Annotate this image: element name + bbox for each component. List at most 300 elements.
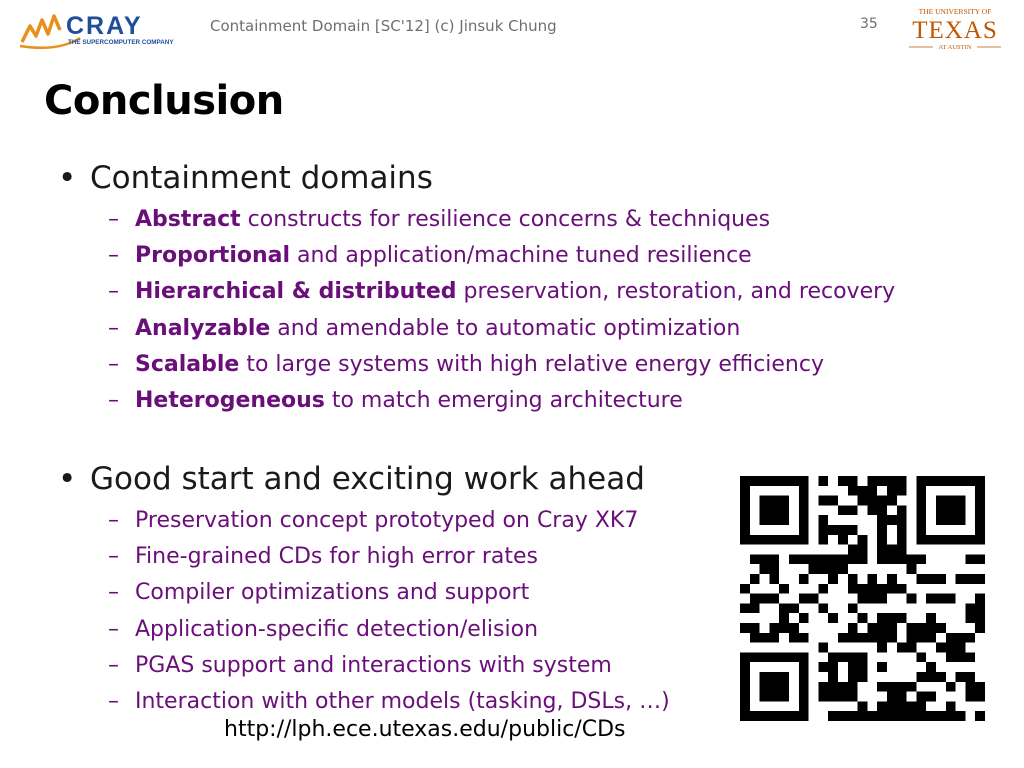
qr-module bbox=[789, 652, 799, 662]
qr-module bbox=[838, 633, 848, 643]
qr-module bbox=[877, 613, 887, 623]
qr-module bbox=[779, 682, 789, 692]
qr-module bbox=[779, 623, 789, 633]
sub-bullet-text bbox=[135, 617, 538, 642]
qr-module bbox=[799, 574, 809, 584]
slide-title: Conclusion bbox=[44, 78, 284, 124]
sub-bullet-keyword: Analyzable bbox=[135, 315, 271, 341]
qr-module bbox=[975, 603, 985, 613]
qr-module bbox=[975, 594, 985, 604]
qr-module bbox=[848, 476, 858, 486]
qr-module bbox=[877, 545, 887, 555]
qr-module bbox=[916, 496, 926, 506]
qr-module bbox=[897, 554, 907, 564]
qr-module bbox=[858, 701, 868, 711]
qr-module bbox=[740, 515, 750, 525]
qr-module bbox=[769, 633, 779, 643]
qr-module bbox=[926, 476, 936, 486]
qr-module bbox=[926, 623, 936, 633]
qr-module bbox=[975, 574, 985, 584]
qr-module bbox=[848, 603, 858, 613]
qr-module bbox=[750, 594, 760, 604]
qr-module bbox=[779, 603, 789, 613]
qr-module bbox=[799, 662, 809, 672]
qr-module bbox=[750, 652, 760, 662]
qr-module bbox=[907, 564, 917, 574]
qr-module bbox=[956, 476, 966, 486]
qr-module bbox=[750, 535, 760, 545]
qr-module bbox=[897, 682, 907, 692]
qr-module bbox=[799, 496, 809, 506]
sub-bullet-rest: preservation, restoration, and recovery bbox=[456, 279, 896, 305]
qr-module bbox=[799, 613, 809, 623]
qr-module bbox=[769, 535, 779, 545]
qr-module bbox=[769, 564, 779, 574]
qr-module bbox=[965, 652, 975, 662]
qr-module bbox=[750, 633, 760, 643]
qr-module bbox=[799, 692, 809, 702]
qr-module bbox=[838, 505, 848, 515]
qr-module bbox=[946, 701, 956, 711]
qr-module bbox=[818, 476, 828, 486]
qr-module bbox=[799, 633, 809, 643]
ut-logo-line1: THE UNIVERSITY OF bbox=[918, 7, 992, 16]
qr-module bbox=[887, 554, 897, 564]
qr-module bbox=[965, 633, 975, 643]
sub-bullet-keyword: Heterogeneous bbox=[135, 388, 325, 413]
qr-module bbox=[936, 623, 946, 633]
cray-logo bbox=[18, 8, 208, 50]
qr-module bbox=[818, 525, 828, 535]
qr-module bbox=[838, 554, 848, 564]
qr-module bbox=[779, 692, 789, 702]
qr-module bbox=[818, 662, 828, 672]
qr-module bbox=[760, 594, 770, 604]
qr-module bbox=[926, 535, 936, 545]
qr-module bbox=[828, 711, 838, 721]
qr-module bbox=[877, 682, 887, 692]
qr-module bbox=[887, 496, 897, 506]
qr-module bbox=[760, 554, 770, 564]
qr-module bbox=[740, 701, 750, 711]
qr-module bbox=[946, 643, 956, 653]
dash-icon: – bbox=[108, 508, 119, 533]
qr-module bbox=[828, 652, 838, 662]
qr-module bbox=[965, 574, 975, 584]
qr-module bbox=[858, 496, 868, 506]
qr-module bbox=[936, 672, 946, 682]
qr-module bbox=[799, 525, 809, 535]
qr-module bbox=[750, 476, 760, 486]
qr-module bbox=[887, 623, 897, 633]
sub-bullet-text bbox=[135, 243, 752, 268]
qr-module bbox=[877, 554, 887, 564]
dash-icon: – bbox=[108, 544, 119, 570]
qr-module bbox=[897, 476, 907, 486]
qr-module bbox=[897, 545, 907, 555]
qr-module bbox=[760, 564, 770, 574]
qr-module bbox=[936, 476, 946, 486]
qr-module bbox=[867, 584, 877, 594]
qr-module bbox=[858, 486, 868, 496]
qr-module bbox=[740, 476, 750, 486]
qr-module bbox=[867, 496, 877, 506]
cray-logo-wordmark: CRAY bbox=[66, 12, 143, 40]
qr-module bbox=[828, 613, 838, 623]
qr-module bbox=[769, 682, 779, 692]
qr-module bbox=[799, 711, 809, 721]
qr-module bbox=[769, 711, 779, 721]
qr-module bbox=[779, 613, 789, 623]
qr-module bbox=[907, 643, 917, 653]
sub-bullet-rest: to large systems with high relative energy efficiency bbox=[239, 351, 824, 377]
qr-module bbox=[789, 554, 799, 564]
bullet-dot-icon: • bbox=[58, 160, 77, 196]
qr-module bbox=[887, 545, 897, 555]
qr-module bbox=[916, 525, 926, 535]
dash-icon: – bbox=[108, 243, 119, 269]
qr-module bbox=[740, 535, 750, 545]
qr-module bbox=[779, 711, 789, 721]
qr-module bbox=[887, 515, 897, 525]
qr-module bbox=[858, 633, 868, 643]
qr-module bbox=[799, 515, 809, 525]
qr-module bbox=[799, 535, 809, 545]
section-heading-text: Containment domains bbox=[90, 160, 433, 196]
qr-module bbox=[897, 584, 907, 594]
sub-bullet-rest: Fine-grained CDs for high error rates bbox=[135, 544, 538, 570]
qr-module bbox=[897, 505, 907, 515]
qr-module bbox=[936, 711, 946, 721]
qr-module bbox=[828, 662, 838, 672]
qr-module bbox=[740, 496, 750, 506]
qr-module bbox=[877, 496, 887, 506]
dash-icon: – bbox=[108, 279, 119, 305]
qr-module bbox=[926, 633, 936, 643]
sub-bullet-rest: Application-specific detection/elision bbox=[135, 616, 539, 642]
qr-module bbox=[740, 662, 750, 672]
qr-module bbox=[965, 554, 975, 564]
qr-module bbox=[867, 633, 877, 643]
qr-module bbox=[779, 672, 789, 682]
qr-module bbox=[760, 672, 770, 682]
qr-module bbox=[789, 623, 799, 633]
qr-module bbox=[858, 594, 868, 604]
sub-bullet-keyword: Scalable bbox=[135, 351, 240, 377]
qr-module bbox=[760, 633, 770, 643]
qr-module bbox=[769, 623, 779, 633]
qr-module bbox=[887, 682, 897, 692]
qr-module bbox=[867, 486, 877, 496]
qr-module bbox=[946, 633, 956, 643]
qr-module bbox=[877, 643, 887, 653]
bullet-dot-icon: • bbox=[58, 461, 77, 497]
sub-bullet-rest: PGAS support and interactions with system bbox=[135, 652, 612, 678]
qr-module bbox=[828, 554, 838, 564]
qr-module bbox=[916, 633, 926, 643]
qr-module bbox=[740, 525, 750, 535]
qr-module bbox=[838, 476, 848, 486]
qr-module bbox=[946, 496, 956, 506]
sub-bullet-rest: Compiler optimizations and support bbox=[135, 580, 530, 606]
qr-module bbox=[740, 711, 750, 721]
qr-module bbox=[907, 623, 917, 633]
dash-icon: – bbox=[108, 652, 119, 678]
sub-bullet-rest: Interaction with other models (tasking, DSLs, …) bbox=[135, 689, 670, 714]
qr-module bbox=[760, 515, 770, 525]
sub-bullet-text bbox=[135, 544, 538, 569]
qr-module bbox=[760, 535, 770, 545]
qr-module bbox=[867, 594, 877, 604]
qr-module bbox=[975, 711, 985, 721]
qr-module bbox=[877, 662, 887, 672]
dash-icon: – bbox=[108, 207, 119, 232]
qr-module bbox=[760, 692, 770, 702]
qr-module bbox=[799, 672, 809, 682]
sub-bullet-rest: to match emerging architecture bbox=[324, 388, 683, 413]
qr-module bbox=[818, 692, 828, 702]
qr-module bbox=[956, 515, 966, 525]
qr-module bbox=[789, 603, 799, 613]
qr-module bbox=[956, 505, 966, 515]
qr-module bbox=[789, 535, 799, 545]
qr-module bbox=[946, 711, 956, 721]
qr-module bbox=[769, 515, 779, 525]
qr-module bbox=[897, 515, 907, 525]
qr-module bbox=[848, 662, 858, 672]
section-heading-text: Good start and exciting work ahead bbox=[90, 461, 645, 497]
qr-module bbox=[975, 613, 985, 623]
qr-module bbox=[916, 692, 926, 702]
sub-bullet-keyword: Hierarchical & distributed bbox=[135, 279, 457, 305]
qr-module bbox=[848, 682, 858, 692]
qr-module bbox=[867, 711, 877, 721]
qr-module bbox=[740, 486, 750, 496]
qr-module bbox=[799, 701, 809, 711]
qr-module bbox=[897, 643, 907, 653]
qr-module bbox=[858, 711, 868, 721]
qr-module bbox=[760, 476, 770, 486]
qr-module bbox=[769, 692, 779, 702]
qr-module bbox=[760, 652, 770, 662]
qr-module bbox=[848, 623, 858, 633]
qr-module bbox=[936, 505, 946, 515]
sub-bullet-text bbox=[135, 689, 670, 714]
qr-module bbox=[946, 515, 956, 525]
qr-code bbox=[740, 476, 985, 721]
qr-module bbox=[828, 564, 838, 574]
sub-bullet-text bbox=[135, 207, 770, 232]
qr-module bbox=[760, 496, 770, 506]
sub-bullet-keyword: Proportional bbox=[135, 243, 291, 269]
qr-module bbox=[769, 652, 779, 662]
qr-module bbox=[975, 623, 985, 633]
sub-bullet-text bbox=[135, 653, 612, 678]
qr-module bbox=[760, 711, 770, 721]
qr-module bbox=[916, 652, 926, 662]
qr-module bbox=[877, 584, 887, 594]
qr-module bbox=[926, 574, 936, 584]
qr-module bbox=[965, 535, 975, 545]
qr-module bbox=[838, 682, 848, 692]
qr-module bbox=[769, 594, 779, 604]
qr-module bbox=[769, 554, 779, 564]
qr-module bbox=[750, 623, 760, 633]
dash-icon: – bbox=[108, 616, 119, 642]
qr-module bbox=[760, 682, 770, 692]
qr-module bbox=[916, 554, 926, 564]
qr-module bbox=[877, 535, 887, 545]
qr-module bbox=[926, 594, 936, 604]
qr-module bbox=[779, 584, 789, 594]
qr-module bbox=[897, 525, 907, 535]
sub-bullet-text bbox=[135, 352, 824, 377]
qr-module bbox=[848, 633, 858, 643]
qr-module bbox=[975, 535, 985, 545]
qr-module bbox=[965, 672, 975, 682]
qr-module bbox=[818, 496, 828, 506]
qr-module bbox=[750, 711, 760, 721]
qr-module bbox=[750, 574, 760, 584]
qr-module bbox=[838, 711, 848, 721]
qr-module bbox=[887, 701, 897, 711]
qr-module bbox=[916, 535, 926, 545]
qr-module bbox=[779, 652, 789, 662]
qr-module bbox=[877, 623, 887, 633]
qr-module bbox=[858, 613, 868, 623]
qr-module bbox=[965, 682, 975, 692]
qr-module bbox=[897, 711, 907, 721]
ut-logo-line3: AT AUSTIN bbox=[938, 44, 972, 51]
qr-module bbox=[799, 505, 809, 515]
qr-module bbox=[750, 603, 760, 613]
cray-logo-tagline: THE SUPERCOMPUTER COMPANY bbox=[68, 39, 174, 46]
qr-module bbox=[897, 613, 907, 623]
qr-module bbox=[769, 476, 779, 486]
qr-module bbox=[887, 574, 897, 584]
qr-module bbox=[975, 692, 985, 702]
qr-module bbox=[828, 496, 838, 506]
qr-module bbox=[848, 584, 858, 594]
project-url[interactable]: http://lph.ece.utexas.edu/public/CDs bbox=[224, 717, 626, 742]
qr-module bbox=[848, 711, 858, 721]
qr-module bbox=[779, 496, 789, 506]
slide-number: 35 bbox=[860, 16, 878, 32]
qr-module bbox=[877, 594, 887, 604]
qr-module bbox=[936, 594, 946, 604]
qr-module bbox=[887, 584, 897, 594]
qr-module bbox=[799, 476, 809, 486]
qr-module bbox=[818, 682, 828, 692]
qr-module bbox=[789, 476, 799, 486]
qr-module bbox=[828, 574, 838, 584]
qr-module bbox=[848, 554, 858, 564]
qr-module bbox=[789, 633, 799, 643]
sub-bullet-text bbox=[135, 316, 740, 341]
qr-module bbox=[916, 623, 926, 633]
sub-bullet-text bbox=[135, 580, 529, 605]
qr-module bbox=[818, 584, 828, 594]
qr-module bbox=[750, 554, 760, 564]
qr-module bbox=[828, 692, 838, 702]
qr-module bbox=[877, 701, 887, 711]
qr-module bbox=[818, 515, 828, 525]
qr-module bbox=[887, 711, 897, 721]
qr-module bbox=[838, 564, 848, 574]
slide-header bbox=[0, 0, 1024, 60]
qr-module bbox=[887, 633, 897, 643]
qr-module bbox=[769, 672, 779, 682]
qr-module bbox=[848, 486, 858, 496]
qr-module bbox=[867, 574, 877, 584]
qr-module bbox=[916, 574, 926, 584]
qr-module bbox=[779, 515, 789, 525]
qr-module bbox=[858, 662, 868, 672]
qr-module bbox=[956, 633, 966, 643]
qr-module bbox=[779, 505, 789, 515]
qr-module bbox=[838, 525, 848, 535]
qr-module bbox=[946, 476, 956, 486]
qr-module bbox=[877, 505, 887, 515]
ut-logo-line2: TEXAS bbox=[912, 17, 998, 44]
qr-module bbox=[877, 525, 887, 535]
qr-module bbox=[897, 486, 907, 496]
qr-module bbox=[956, 535, 966, 545]
qr-module bbox=[946, 594, 956, 604]
qr-module bbox=[965, 692, 975, 702]
qr-module bbox=[926, 672, 936, 682]
qr-module bbox=[907, 682, 917, 692]
qr-module bbox=[838, 535, 848, 545]
qr-module bbox=[877, 476, 887, 486]
qr-module bbox=[769, 574, 779, 584]
qr-module bbox=[769, 496, 779, 506]
sub-bullet-rest: and application/machine tuned resilience bbox=[290, 243, 752, 269]
qr-module bbox=[877, 711, 887, 721]
qr-module bbox=[916, 505, 926, 515]
qr-module bbox=[867, 505, 877, 515]
qr-module bbox=[818, 603, 828, 613]
qr-module bbox=[946, 682, 956, 692]
qr-module bbox=[975, 682, 985, 692]
qr-module bbox=[975, 525, 985, 535]
qr-module bbox=[779, 476, 789, 486]
qr-module bbox=[848, 692, 858, 702]
qr-module bbox=[779, 535, 789, 545]
sub-bullet-keyword: Abstract bbox=[135, 207, 241, 232]
qr-module bbox=[867, 476, 877, 486]
qr-module bbox=[848, 505, 858, 515]
qr-module bbox=[946, 535, 956, 545]
qr-module bbox=[936, 496, 946, 506]
qr-module bbox=[858, 554, 868, 564]
dash-icon: – bbox=[108, 315, 119, 341]
qr-module bbox=[897, 692, 907, 702]
qr-module bbox=[975, 505, 985, 515]
sub-bullet-text bbox=[135, 279, 895, 304]
qr-module bbox=[907, 701, 917, 711]
qr-module bbox=[858, 584, 868, 594]
qr-module bbox=[936, 574, 946, 584]
qr-module bbox=[956, 643, 966, 653]
qr-module bbox=[926, 613, 936, 623]
qr-module bbox=[907, 554, 917, 564]
sub-bullet-rest: Preservation concept prototyped on Cray XK7 bbox=[135, 508, 639, 533]
qr-module bbox=[818, 564, 828, 574]
sub-bullet-text bbox=[135, 388, 683, 413]
qr-module bbox=[848, 652, 858, 662]
qr-module bbox=[809, 554, 819, 564]
